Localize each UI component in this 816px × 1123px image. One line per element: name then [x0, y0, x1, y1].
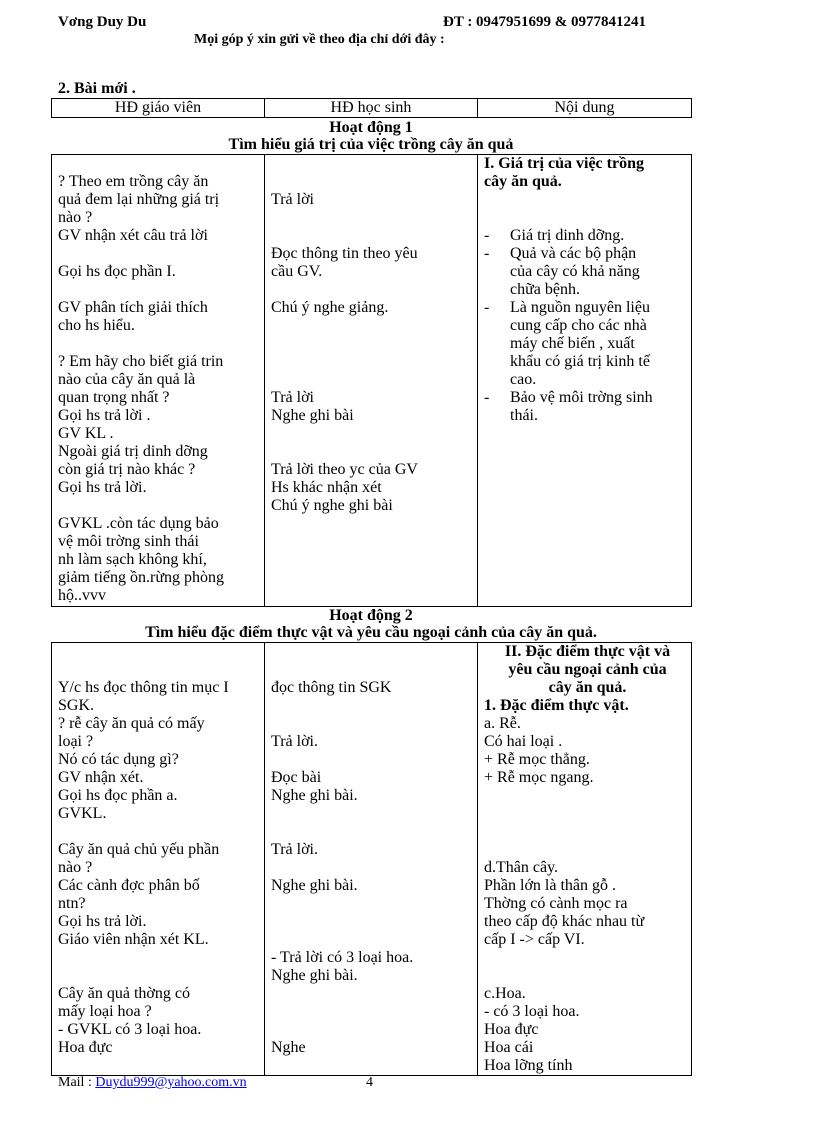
teacher-line: Gọi hs trả lời. [58, 479, 147, 496]
student-line [271, 209, 477, 227]
student-line [271, 281, 477, 299]
teacher-line [58, 967, 264, 985]
teacher-line: Các cành đợc phân bố [58, 877, 200, 894]
content-line: - Giá trị dinh dỡng. [484, 227, 625, 244]
teacher-line: Giáo viên nhận xét KL. [58, 931, 209, 948]
teacher-line: Gọi hs trả lời . [58, 407, 151, 424]
activity2-student-cell [265, 643, 478, 1076]
content-line [484, 191, 691, 209]
column-header-student: HĐ học sinh [265, 99, 478, 118]
content-line: Có hai loại . [484, 733, 563, 750]
content-line: + Rễ mọc thẳng. [484, 751, 590, 768]
student-line [271, 1021, 477, 1039]
content-line: + Rễ mọc ngang. [484, 769, 594, 786]
teacher-line: GVKL .còn tác dụng bảo [58, 515, 219, 532]
page-number: 4 [366, 1075, 373, 1090]
student-line [271, 643, 477, 661]
content-line: Hoa cái [484, 1039, 534, 1056]
phone-numbers: ĐT : 0947951699 & 0977841241 [443, 14, 647, 30]
teacher-line: vệ môi trờng sinh thái [58, 533, 199, 550]
teacher-line: nào ? [58, 859, 93, 876]
content-line: 1. Đặc điểm thực vật. [484, 697, 629, 714]
teacher-line: nào của cây ăn quả là [58, 371, 196, 388]
teacher-line: Cây ăn quả chủ yếu phần [58, 841, 220, 858]
student-line [271, 823, 477, 841]
student-line: cầu GV. [271, 263, 323, 280]
teacher-line: GV phân tích giải thích [58, 299, 208, 316]
heading-line: I. Giá trị của việc trồng [484, 155, 644, 172]
teacher-line: giảm tiếng ồn.rừng phòng [58, 569, 224, 586]
column-header-table [51, 98, 692, 118]
student-line: Nghe ghi bài. [271, 967, 358, 984]
teacher-line: ? Em hãy cho biết giá trin [58, 353, 224, 370]
content-line: của cây có khả năng [510, 263, 640, 280]
content-line: cấp I -> cấp VI. [484, 931, 585, 948]
student-line [271, 317, 477, 335]
content-line: khẩu có giá trị kinh tế [510, 353, 650, 370]
teacher-line: cho hs hiểu. [58, 317, 135, 334]
teacher-line: Gọi hs đọc phần I. [58, 263, 176, 280]
student-line: Trả lời. [271, 733, 318, 750]
content-line: chữa bệnh. [510, 281, 580, 298]
student-line [271, 371, 477, 389]
teacher-line [58, 949, 264, 967]
column-header-content: Nội dung [478, 99, 692, 118]
student-line [271, 805, 477, 823]
activity1-subtitle: Tìm hiểu giá trị của việc trồng cây ăn quả [228, 136, 514, 153]
teacher-line: ? rễ cây ăn quả có mấy [58, 715, 205, 732]
teacher-line [58, 245, 264, 263]
activity2-content-cell [478, 643, 692, 1076]
student-line [271, 751, 477, 769]
teacher-line: - GVKL có 3 loại hoa. [58, 1021, 202, 1038]
heading-line: yêu cầu ngoại cảnh của [508, 661, 667, 678]
content-line [484, 949, 691, 967]
teacher-line [58, 281, 264, 299]
teacher-line: GV nhận xét. [58, 769, 144, 786]
heading-line: cây ăn quả. [484, 173, 562, 190]
heading-line: cây ăn quả. [548, 679, 627, 696]
content-line: Thờng có cành mọc ra [484, 895, 628, 912]
activity1-title: Hoạt động 1 [329, 119, 413, 136]
student-line: Trả lời. [271, 841, 318, 858]
student-line [271, 1003, 477, 1021]
mail-label: Mail : [58, 1075, 96, 1090]
teacher-line [58, 497, 264, 515]
student-line [271, 443, 477, 461]
content-line [484, 841, 691, 859]
student-line: Nghe ghi bài. [271, 877, 358, 894]
student-line: Nghe ghi bài [271, 407, 354, 424]
content-line: - có 3 loại hoa. [484, 1003, 580, 1020]
content-line: - Quả và các bộ phận [484, 245, 637, 262]
content-line: cao. [510, 371, 537, 388]
activity1-student-cell [265, 155, 478, 607]
activity1-table [51, 154, 692, 607]
student-line [271, 913, 477, 931]
student-line [271, 335, 477, 353]
student-line: Nghe [271, 1039, 306, 1056]
content-line: d.Thân cây. [484, 859, 559, 876]
teacher-line: Hoa đực [58, 1039, 113, 1056]
footer-mail [58, 1075, 247, 1091]
activity1-content-cell [478, 155, 692, 607]
column-header-teacher: HĐ giáo viên [52, 99, 265, 118]
teacher-line [58, 823, 264, 841]
content-line: thái. [510, 407, 538, 424]
content-line [484, 209, 691, 227]
teacher-line: nh làm sạch không khí, [58, 551, 207, 568]
student-line: Hs khác nhận xét [271, 479, 382, 496]
teacher-line: quan trọng nhất ? [58, 389, 170, 406]
author-name: Vơng Duy Du [58, 14, 147, 30]
student-line: Đọc thông tin theo yêu [271, 245, 418, 262]
student-line: Chú ý nghe ghi bài [271, 497, 393, 514]
content-line: Phần lớn là thân gỗ . [484, 877, 616, 894]
student-line [271, 425, 477, 443]
activity1-teacher-cell [52, 155, 265, 607]
teacher-line: Nó có tác dụng gì? [58, 751, 179, 768]
teacher-line: loại ? [58, 733, 94, 750]
student-line: Trả lời [271, 191, 314, 208]
heading-line: II. Đặc điểm thực vật và [504, 643, 671, 660]
section-title: 2. Bài mới . [58, 80, 136, 97]
teacher-line: còn giá trị nào khác ? [58, 461, 196, 478]
student-line: Nghe ghi bài. [271, 787, 358, 804]
teacher-line: Gọi hs đọc phần a. [58, 787, 178, 804]
content-line: cung cấp cho các nhà [510, 317, 647, 334]
content-line: theo cấp độ khác nhau từ [484, 913, 645, 930]
content-line: máy chế biến , xuất [510, 335, 635, 352]
content-line: Hoa đực [484, 1021, 539, 1038]
teacher-line: Y/c hs đọc thông tin mục I [58, 679, 229, 696]
student-line [271, 985, 477, 1003]
teacher-line: nào ? [58, 209, 93, 226]
activity2-teacher-cell [52, 643, 265, 1076]
content-line: - Bảo vệ môi trờng sinh [484, 389, 653, 406]
content-line [484, 787, 691, 805]
content-line: a. Rễ. [484, 715, 521, 732]
teacher-line: Cây ăn quả thờng có [58, 985, 190, 1002]
student-line [271, 715, 477, 733]
student-line [271, 155, 477, 173]
student-line [271, 931, 477, 949]
teacher-line: ? Theo em trồng cây ăn [58, 173, 209, 190]
teacher-line: SGK. [58, 697, 95, 714]
content-line [484, 967, 691, 985]
content-line: Hoa lỡng tính [484, 1057, 573, 1074]
student-line: - Trả lời có 3 loại hoa. [271, 949, 414, 966]
teacher-line: quả đem lại những giá trị [58, 191, 220, 208]
teacher-line: GV KL . [58, 425, 114, 442]
teacher-line: Gọi hs trả lời. [58, 913, 147, 930]
content-line [484, 823, 691, 841]
activity1-content-heading [484, 155, 691, 191]
student-line [271, 895, 477, 913]
content-line: c.Hoa. [484, 985, 526, 1002]
teacher-line: ntn? [58, 895, 86, 912]
teacher-line: hộ..vvv [58, 587, 106, 604]
teacher-line [58, 155, 264, 173]
teacher-line [58, 643, 264, 661]
student-line: Trả lời theo yc của GV [271, 461, 418, 478]
teacher-line: GVKL. [58, 805, 107, 822]
teacher-line: Ngoài giá trị dinh dỡng [58, 443, 208, 460]
student-line: Trả lời [271, 389, 314, 406]
student-line [271, 353, 477, 371]
activity2-title: Hoạt động 2 [329, 607, 413, 624]
contact-note: Mọi góp ý xin gửi về theo địa chỉ dới đây : [194, 32, 445, 47]
content-line: - Là nguồn nguyên liệu [484, 299, 650, 316]
teacher-line: GV nhận xét câu trả lời [58, 227, 208, 244]
teacher-line [58, 661, 264, 679]
content-line [484, 805, 691, 823]
activity2-subtitle: Tìm hiểu đặc điểm thực vật và yêu cầu ngoại cảnh của cây ăn quả. [145, 624, 597, 641]
student-line [271, 661, 477, 679]
student-line [271, 697, 477, 715]
teacher-line: mấy loại hoa ? [58, 1003, 152, 1020]
teacher-line [58, 335, 264, 353]
student-line: Chú ý nghe giảng. [271, 299, 389, 316]
activity2-table [51, 642, 692, 1076]
student-line [271, 859, 477, 877]
student-line [271, 173, 477, 191]
student-line [271, 227, 477, 245]
activity2-content-heading [484, 643, 691, 697]
student-line: đọc thông tin SGK [271, 679, 392, 696]
student-line: Đọc bài [271, 769, 322, 786]
mail-link[interactable]: Duydu999@yahoo.com.vn [95, 1075, 247, 1090]
